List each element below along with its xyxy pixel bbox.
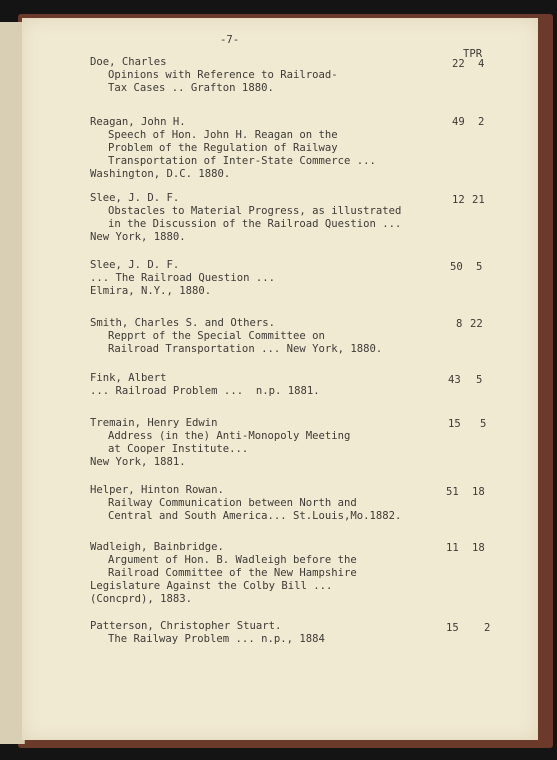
ref-number-b: 18	[472, 486, 485, 498]
ref-number-a: 22	[452, 58, 465, 70]
ref-number-b: 2	[478, 116, 485, 128]
column-header-tpr: TPR	[463, 48, 483, 60]
entry-title-line: Transportation of Inter-State Commerce ...	[108, 155, 376, 167]
entry-author: Slee, J. D. F.	[90, 259, 180, 271]
ref-number-a: 49	[452, 116, 465, 128]
entry-author: Smith, Charles S. and Others.	[90, 317, 275, 329]
ref-number-a: 15	[446, 622, 459, 634]
entry-title-line: Railroad Transportation ... New York, 1880.	[108, 343, 383, 355]
ref-number-b: 5	[476, 261, 483, 273]
bibliography-entry	[90, 417, 530, 469]
bibliography-entry	[90, 317, 530, 356]
ref-number-b: 2	[484, 622, 491, 634]
ref-number-a: 11	[446, 542, 459, 554]
entry-place: Legislature Against the Colby Bill ...	[90, 580, 333, 592]
ref-number-b: 21	[472, 194, 485, 206]
entry-place: (Concprd), 1883.	[90, 593, 193, 605]
page-number: -7-	[220, 34, 240, 46]
entry-title-line: Central and South America... St.Louis,Mo.1882.	[108, 510, 402, 522]
entry-title-line: Obstacles to Material Progress, as illustrated	[108, 205, 402, 217]
entry-title-line: Problem of the Regulation of Railway	[108, 142, 338, 154]
ref-number-b: 5	[476, 374, 483, 386]
document-page	[22, 18, 538, 740]
entry-place: Elmira, N.Y., 1880.	[90, 285, 212, 297]
entry-title-line: Speech of Hon. John H. Reagan on the	[108, 129, 338, 141]
bibliography-entry	[90, 484, 530, 523]
bibliography-entry	[90, 541, 530, 606]
entry-title-line: ... Railroad Problem ... n.p. 1881.	[90, 385, 320, 397]
entry-place: New York, 1881.	[90, 456, 186, 468]
ref-number-a: 50	[450, 261, 463, 273]
entry-title-line: Railway Communication between North and	[108, 497, 357, 509]
entry-author: Tremain, Henry Edwin	[90, 417, 218, 429]
entry-title-line: Opinions with Reference to Railroad-	[108, 69, 338, 81]
ref-number-a: 12	[452, 194, 465, 206]
entry-author: Slee, J. D. F.	[90, 192, 180, 204]
ref-number-a: 8	[456, 318, 463, 330]
entry-author: Patterson, Christopher Stuart.	[90, 620, 282, 632]
entry-author: Wadleigh, Bainbridge.	[90, 541, 224, 553]
entry-author: Fink, Albert	[90, 372, 167, 384]
ref-number-a: 15	[448, 418, 461, 430]
entry-author: Helper, Hinton Rowan.	[90, 484, 224, 496]
entry-place: Washington, D.C. 1880.	[90, 168, 231, 180]
entry-place: New York, 1880.	[90, 231, 186, 243]
bibliography-entry	[90, 259, 530, 298]
ref-number-b: 18	[472, 542, 485, 554]
entry-title-line: Tax Cases .. Grafton 1880.	[108, 82, 274, 94]
entry-title-line: Argument of Hon. B. Wadleigh before the	[108, 554, 357, 566]
entry-title-line: Repprt of the Special Committee on	[108, 330, 325, 342]
entry-title-line: ... The Railroad Question ...	[90, 272, 275, 284]
entry-title-line: Railroad Committee of the New Hampshire	[108, 567, 357, 579]
entry-title-line: at Cooper Institute...	[108, 443, 249, 455]
ref-number-a: 51	[446, 486, 459, 498]
entry-author: Reagan, John H.	[90, 116, 186, 128]
entry-title-line: Address (in the) Anti-Monopoly Meeting	[108, 430, 351, 442]
entry-title-line: The Railway Problem ... n.p., 1884	[108, 633, 325, 645]
ref-number-a: 43	[448, 374, 461, 386]
bibliography-entry	[90, 620, 530, 646]
bibliography-entry	[90, 372, 530, 398]
ref-number-b: 4	[478, 58, 485, 70]
entry-author: Doe, Charles	[90, 56, 167, 68]
entry-title-line: in the Discussion of the Railroad Question ...	[108, 218, 402, 230]
ref-number-b: 22	[470, 318, 483, 330]
ref-number-b: 5	[480, 418, 487, 430]
